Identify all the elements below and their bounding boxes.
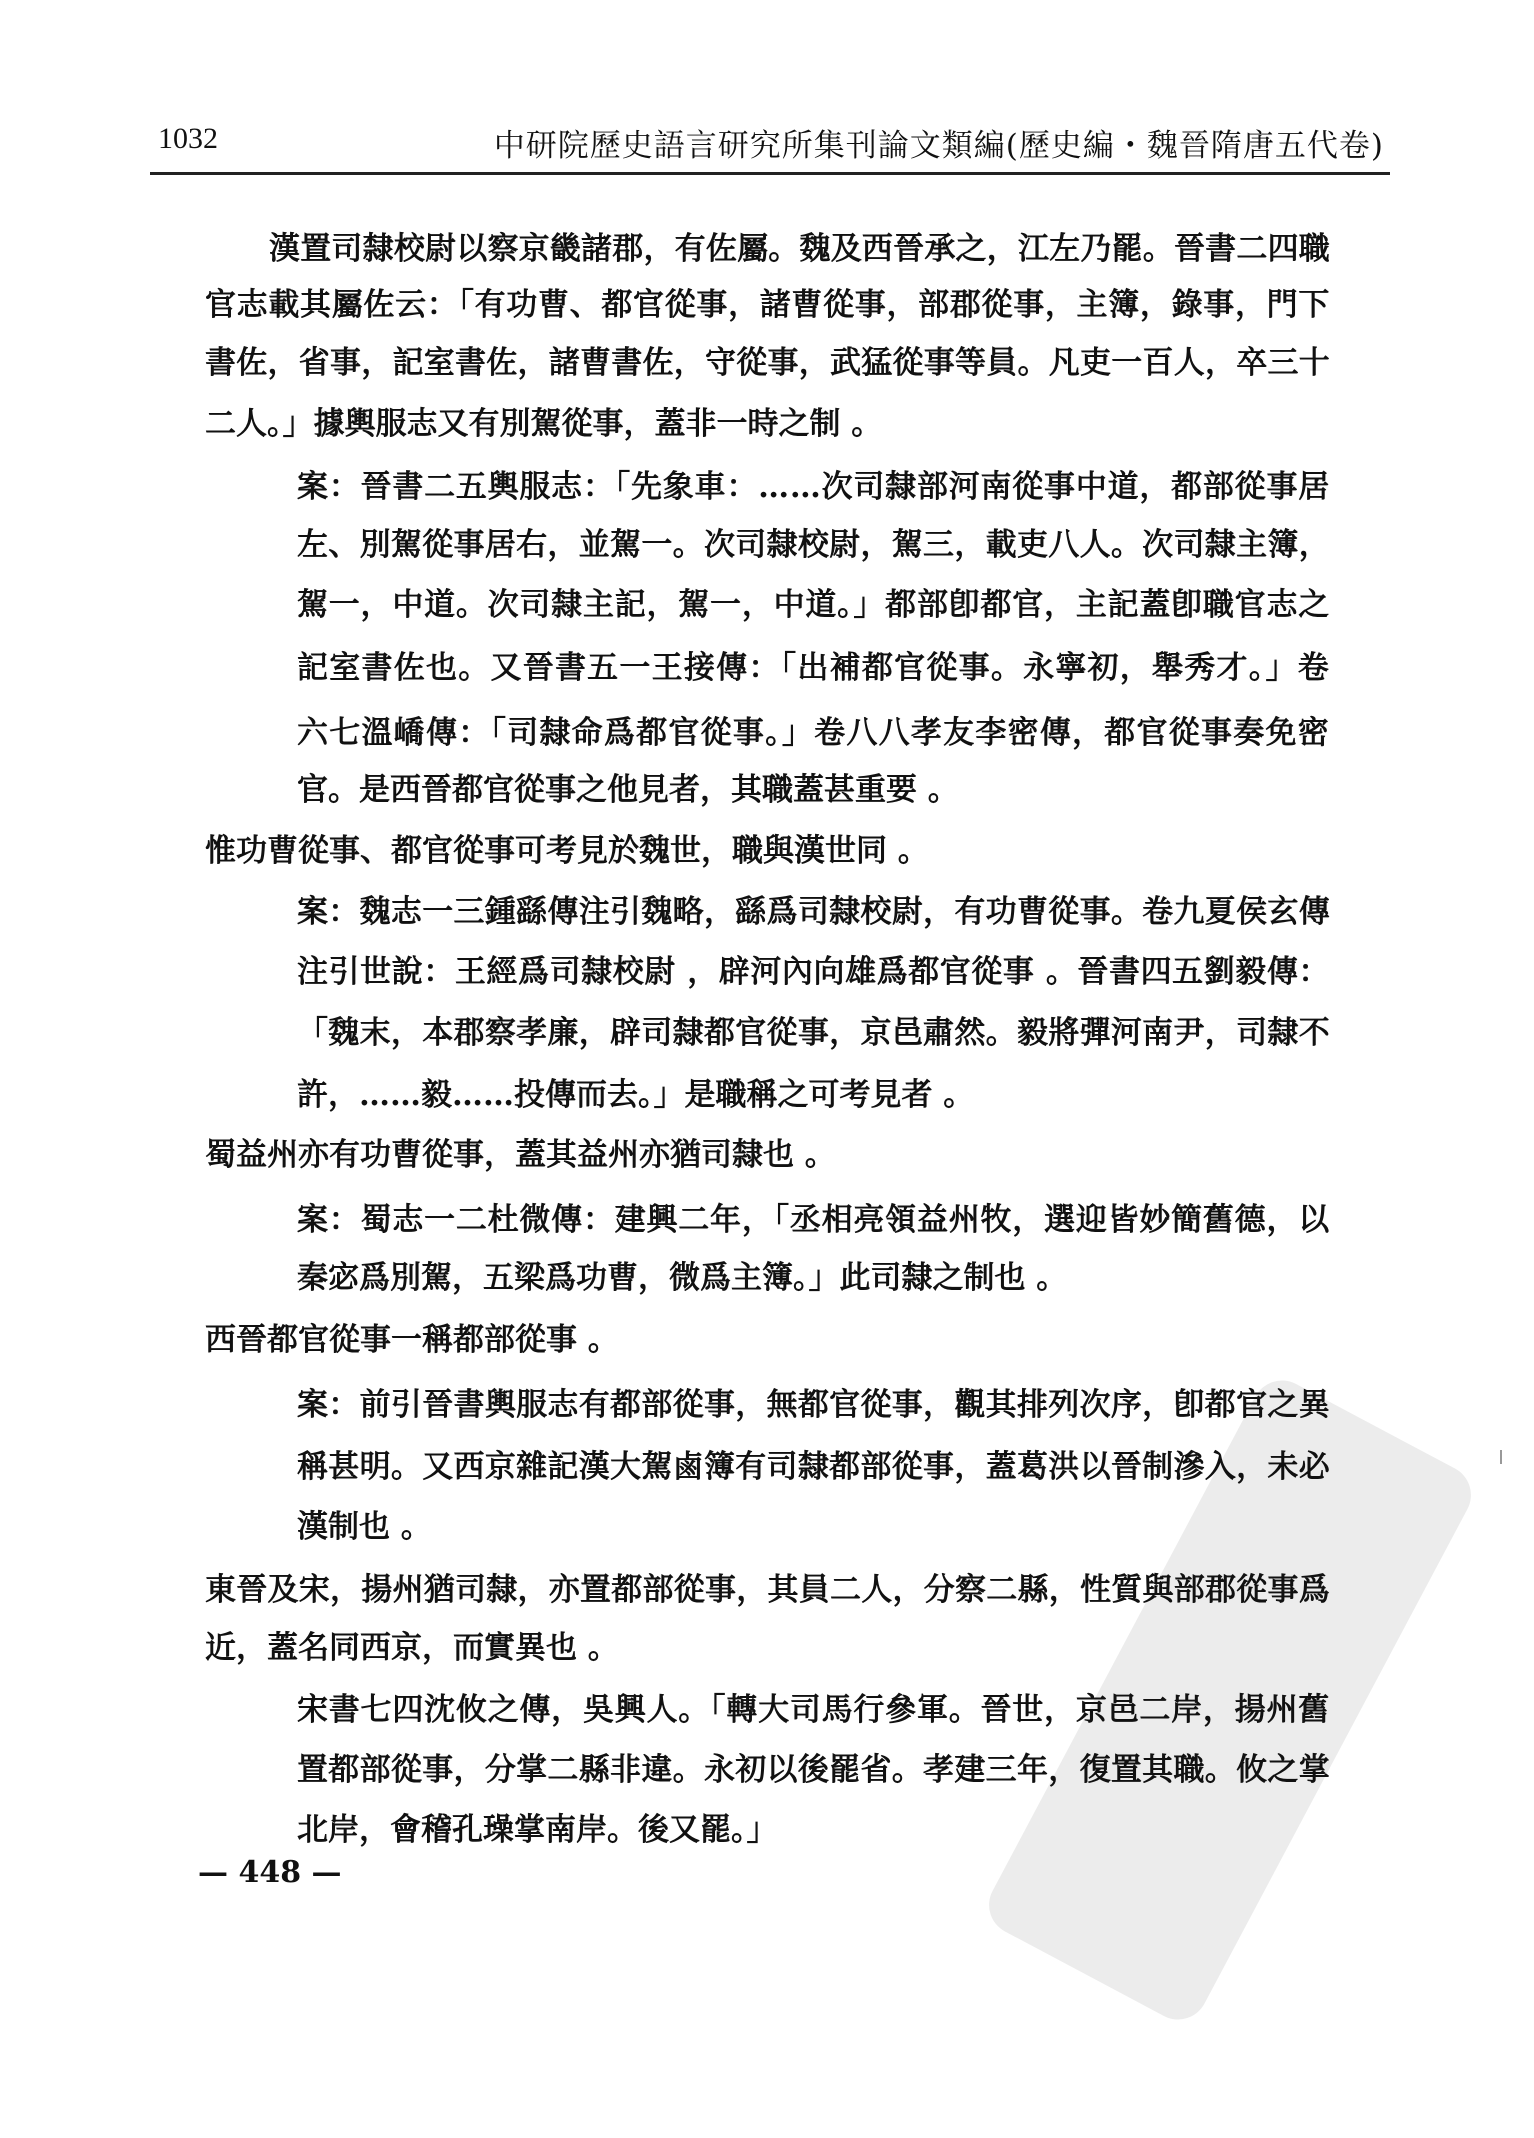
text-line: 官志載其屬佐云：「有功曹、都官從事，諸曹從事，部郡從事，主簿，錄事，門下 — [205, 287, 1330, 323]
quote-line: 案：晉書二五輿服志：「先象車：……次司隸部河南從事中道，都部從事居 — [297, 469, 1330, 505]
text-line: 漢置司隸校尉以察京畿諸郡，有佐屬。魏及西晉承之，江左乃罷。晉書二四職 — [269, 231, 1330, 267]
quote-line: 案：前引晉書輿服志有都部從事，無都官從事，觀其排列次序，卽都官之異 — [297, 1387, 1330, 1423]
text-line: 二人。」據輿服志又有別駕從事，蓋非一時之制 。 — [205, 406, 883, 442]
quote-line: 案：蜀志一二杜微傳：建興二年，「丞相亮領益州牧，選迎皆妙簡舊德，以 — [297, 1202, 1330, 1238]
quote-line: 駕一，中道。次司隸主記，駕一，中道。」都部卽都官，主記蓋卽職官志之 — [297, 587, 1330, 623]
quote-line: 稱甚明。又西京雜記漢大駕鹵簿有司隸都部從事，蓋葛洪以晉制滲入，未必 — [297, 1449, 1330, 1485]
quote-line: 記室書佐也。又晉書五一王接傳：「出補都官從事。永寧初，舉秀才。」卷 — [297, 650, 1330, 686]
running-page-number: 1032 — [158, 122, 218, 155]
quote-line: 官。是西晉都官從事之他見者，其職蓋甚重要 。 — [297, 772, 959, 808]
text-line: 近，蓋名同西京，而實異也 。 — [205, 1630, 619, 1666]
quote-line: 注引世說：王經爲司隸校尉 ，辟河內向雄爲都官從事 。晉書四五劉毅傳： — [297, 954, 1330, 990]
quote-line: 宋書七四沈攸之傳，吳興人。「轉大司馬行參軍。晉世，京邑二岸，揚州舊 — [297, 1692, 1330, 1728]
text-line: 書佐，省事，記室書佐，諸曹書佐，守從事，武猛從事等員。凡吏一百人，卒三十 — [205, 345, 1330, 381]
watermark-text: PDG — [1400, 1846, 1505, 1940]
running-title: 中研院歷史語言研究所集刊論文類編(歷史編・魏晉隋唐五代卷) — [493, 128, 1384, 164]
quote-line: 秦宓爲別駕，五梁爲功曹，微爲主簿。」此司隸之制也 。 — [297, 1260, 1068, 1296]
quote-line: 左、別駕從事居右，並駕一。次司隸校尉，駕三，載吏八人。次司隸主簿， — [297, 527, 1330, 563]
quote-line: 案：魏志一三鍾繇傳注引魏略，繇爲司隸校尉，有功曹從事。卷九夏侯玄傳 — [297, 894, 1330, 930]
text-line: 惟功曹從事、都官從事可考見於魏世，職與漢世同 。 — [205, 833, 929, 869]
quote-line: 六七溫嶠傳：「司隸命爲都官從事。」卷八八孝友李密傳，都官從事奏免密 — [297, 715, 1330, 751]
quote-line: 「魏末，本郡察孝廉，辟司隸都官從事，京邑肅然。毅將彈河南尹，司隸不 — [297, 1015, 1330, 1051]
header-rule — [150, 172, 1390, 175]
text-line: 西晉都官從事一稱都部從事 。 — [205, 1322, 619, 1358]
quote-line: 漢制也 。 — [297, 1509, 432, 1545]
quote-line: 置都部從事，分掌二縣非違。永初以後罷省。孝建三年，復置其職。攸之掌 — [297, 1752, 1330, 1788]
text-line: 東晉及宋，揚州猶司隸，亦置都部從事，其員二人，分察二縣，性質與部郡從事爲 — [205, 1572, 1330, 1608]
quote-line: 北岸，會稽孔璪掌南岸。後又罷。」 — [297, 1812, 778, 1848]
scan-mark — [1500, 1450, 1502, 1464]
quote-line: 許，……毅……投傳而去。」是職稱之可考見者 。 — [297, 1077, 975, 1113]
text-line: 蜀益州亦有功曹從事，蓋其益州亦猶司隸也 。 — [205, 1137, 836, 1173]
folio: — 448 — — [198, 1855, 342, 1890]
